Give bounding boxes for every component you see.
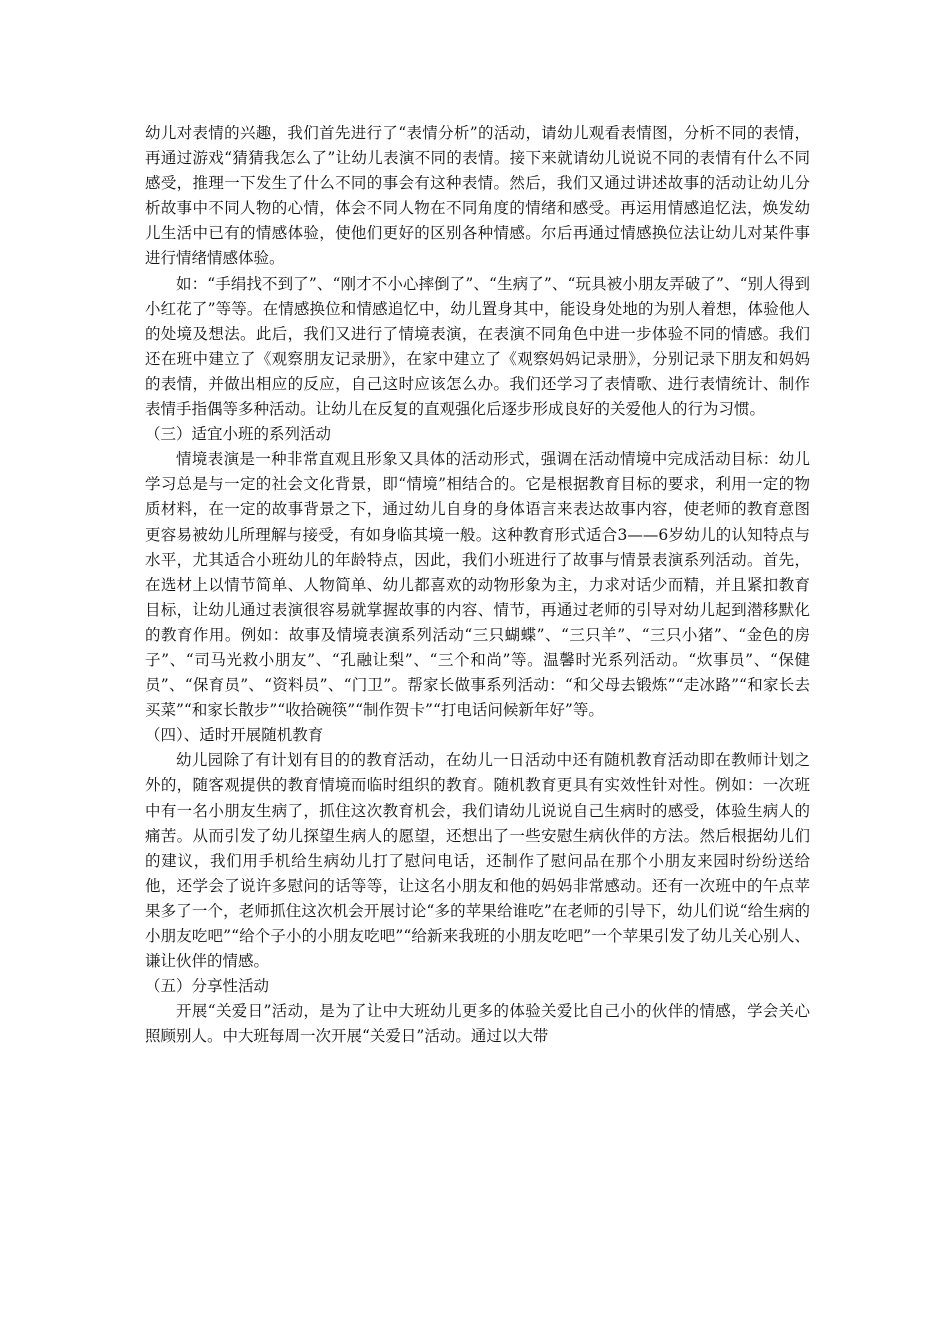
paragraph-3: 情境表演是一种非常直观且形象又具体的活动形式，强调在活动情境中完成活动目标：幼儿学习总是与一定的社会文化背景，即“情境”相结合的。它是根据教育目标的要求，利用一定的物质材料，在一定的故事背景之下，通过幼儿自身的身体语言来表达故事内容，使老师的教育意图更容易被幼儿所理解与接受，有如身临其境一般。这种教育形式适合3——6岁幼儿的认知特点与水平，尤其适合小班幼儿的年龄特点，因此，我们小班进行了故事与情景表演系列活动。首先，在选材上以情节简单、人物简单、幼儿都喜欢的动物形象为主，力求对话少而精，并且紧扣教育目标，让幼儿通过表演很容易就掌握故事的内容、情节，再通过老师的引导对幼儿起到潜移默化的教育作用。例如：故事及情境表演系列活动“三只蝴蝶”、“三只羊”、“三只小猪”、“金色的房子”、“司马光救小朋友”、“孔融让梨”、“三个和尚”等。温馨时光系列活动。“炊事员”、“保健员”、“保育员”、“资料员”、“门卫”。帮家长做事系列活动：“和父母去锻炼”“走冰路”“和家长去买菜”“和家长散步”“收拾碗筷”“制作贺卡”“打电话问候新年好”等。 <box>145 450 810 720</box>
document-page <box>145 121 810 1049</box>
section-heading-4: （四）、适时开展随机教育 <box>145 726 324 745</box>
paragraph-5: 开展“关爱日”活动，是为了让中大班幼儿更多的体验关爱比自己小的伙伴的情感，学会关心照顾别人。中大班每周一次开展“关爱日”活动。通过以大带 <box>145 1002 810 1046</box>
section-heading-3: （三）适宜小班的系列活动 <box>145 425 332 444</box>
paragraph-4: 幼儿园除了有计划有目的的教育活动，在幼儿一日活动中还有随机教育活动即在教师计划之外的，随客观提供的教育情境而临时组织的教育。随机教育更具有实效性针对性。例如：一次班中有一名小朋友生病了，抓住这次教育机会，我们请幼儿说说自己生病时的感受，体验生病人的痛苦。从而引发了幼儿探望生病人的愿望，还想出了一些安慰生病伙伴的方法。然后根据幼儿们的建议，我们用手机给生病幼儿打了慰问电话，还制作了慰问品在那个小朋友来园时纷纷送给他，还学会了说许多慰问的话等等，让这名小朋友和他的妈妈非常感动。还有一次班中的午点苹果多了一个，老师抓住这次机会开展讨论“多的苹果给谁吃”在老师的引导下，幼儿们说“给生病的小朋友吃吧”“给个子小的小朋友吃吧”“给新来我班的小朋友吃吧”一个苹果引发了幼儿关心别人、谦让伙伴的情感。 <box>145 751 810 971</box>
section-heading-5: （五）分享性活动 <box>145 977 270 996</box>
paragraph-1: 幼儿对表情的兴趣，我们首先进行了“表情分析”的活动，请幼儿观看表情图，分析不同的表情，再通过游戏“猜猜我怎么了”让幼儿表演不同的表情。接下来就请幼儿说说不同的表情有什么不同感受，推理一下发生了什么不同的事会有这种表情。然后，我们又通过讲述故事的活动让幼儿分析故事中不同人物的心情，体会不同人物在不同角度的情绪和感受。再运用情感追忆法，焕发幼儿生活中已有的情感体验，使他们更好的区别各种情感。尔后再通过情感换位法让幼儿对某件事进行情绪情感体验。 <box>145 124 810 268</box>
paragraph-2: 如：“手绢找不到了”、“刚才不小心摔倒了”、“生病了”、“玩具被小朋友弄破了”、“别人得到小红花了”等等。在情感换位和情感追忆中，幼儿置身其中，能设身处地的为别人着想，体验他人的处境及想法。此后，我们又进行了情境表演，在表演不同角色中进一步体验不同的情感。我们还在班中建立了《观察朋友记录册》，在家中建立了《观察妈妈记录册》，分别记录下朋友和妈妈的表情，并做出相应的反应，自己这时应该怎么办。我们还学习了表情歌、进行表情统计、制作表情手指偶等多种活动。让幼儿在反复的直观强化后逐步形成良好的关爱他人的行为习惯。 <box>145 274 810 419</box>
